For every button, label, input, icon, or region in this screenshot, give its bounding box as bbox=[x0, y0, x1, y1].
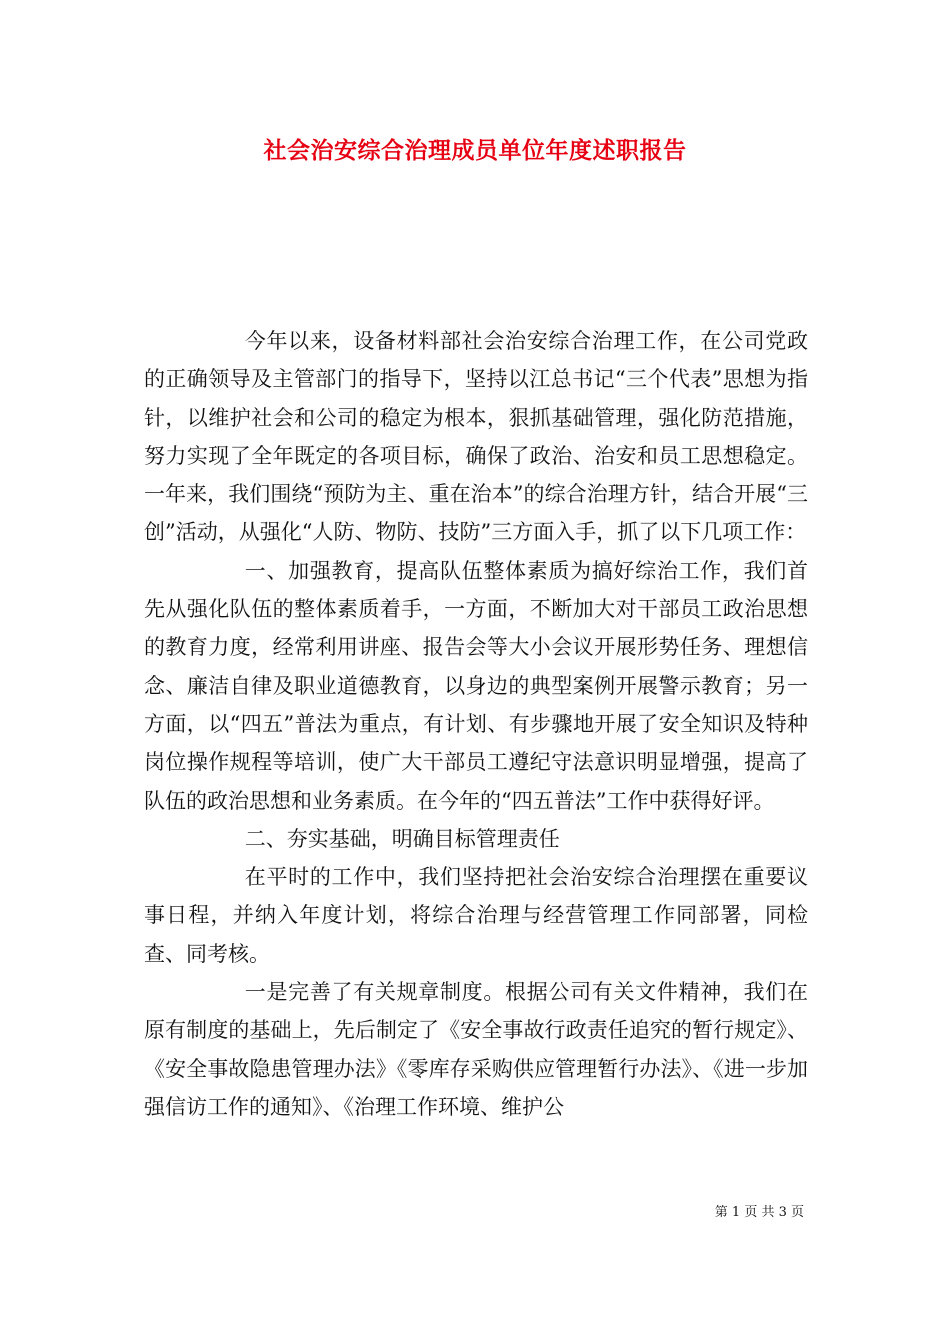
document-body bbox=[144, 322, 808, 1126]
paragraph-section-one: 一、加强教育，提高队伍整体素质为搞好综治工作，我们首先从强化队伍的整体素质着手，一方面，不断加大对干部员工政治思想的教育力度，经常利用讲座、报告会等大小会议开展形势任务、理想信念、廉洁自律及职业道德教育，以身边的典型案例开展警示教育；另一方面，以“四五”普法为重点，有计划、有步骤地开展了安全知识及特种岗位操作规程等培训，使广大干部员工遵纪守法意识明显增强，提高了队伍的政治思想和业务素质。在今年的“四五普法”工作中获得好评。 bbox=[144, 558, 808, 813]
section-two-heading: 二、夯实基础，明确目标管理责任 bbox=[244, 826, 560, 851]
paragraph-daily-work: 在平时的工作中，我们坚持把社会治安综合治理摆在重要议事日程，并纳入年度计划，将综合治理与经营管理工作同部署，同检查、同考核。 bbox=[144, 865, 808, 966]
page-number: 第 1 页 共 3 页 bbox=[714, 1205, 804, 1220]
paragraph-rules: 一是完善了有关规章制度。根据公司有关文件精神，我们在原有制度的基础上，先后制定了《安全事故行政责任追究的暂行规定》、《安全事故隐患管理办法》《零库存采购供应管理暂行办法》、《进一步加强信访工作的通知》、《治理工作环境、维护公 bbox=[144, 980, 808, 1119]
document-title: 社会治安综合治理成员单位年度述职报告 bbox=[263, 137, 687, 164]
paragraph-intro: 今年以来，设备材料部社会治安综合治理工作，在公司党政的正确领导及主管部门的指导下，坚持以江总书记“三个代表”思想为指针，以维护社会和公司的稳定为根本，狠抓基础管理，强化防范措施，努力实现了全年既定的各项目标，确保了政治、治安和员工思想稳定。一年来，我们围绕“预防为主、重在治本”的综合治理方针，结合开展“三创”活动，从强化“人防、物防、技防”三方面入手，抓了以下几项工作： bbox=[144, 329, 808, 545]
